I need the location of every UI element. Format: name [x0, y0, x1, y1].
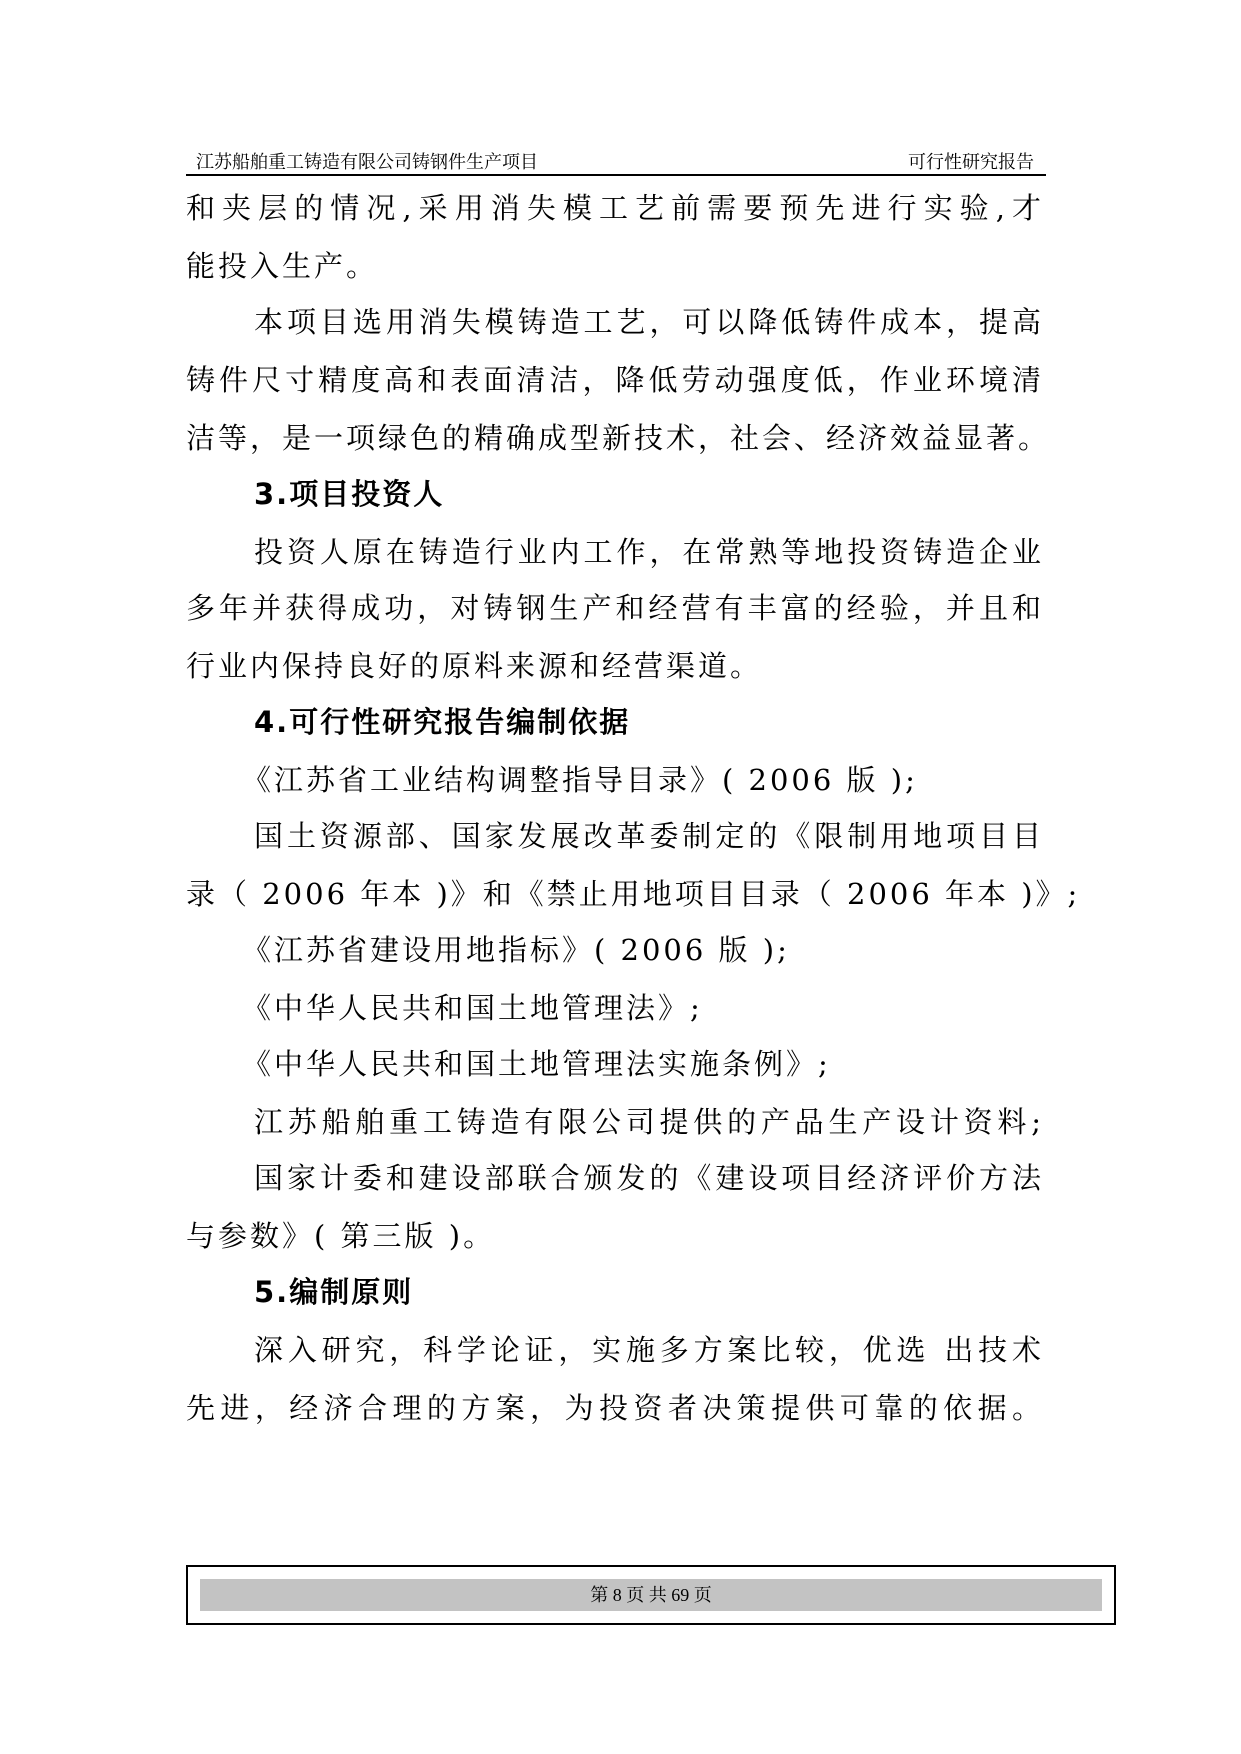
body-line: 国家计委和建设部联合颁发的《建设项目经济评价方法 — [254, 1161, 1044, 1195]
section-heading: 3.项目投资人 — [254, 477, 445, 511]
body-line: 录（ 2006 年本 )》和《禁止用地项目目录（ 2006 年本 )》; — [186, 877, 1081, 911]
body-line: 铸件尺寸精度高和表面清洁，降低劳动强度低，作业环境清 — [186, 363, 1044, 397]
section-heading: 4.可行性研究报告编制依据 — [254, 705, 631, 739]
body-line: 洁等，是一项绿色的精确成型新技术，社会、经济效益显著。 — [186, 421, 1051, 455]
body-line: 先进，经济合理的方案，为投资者决策提供可靠的依据。 — [186, 1391, 1044, 1425]
body-line: 《江苏省工业结构调整指导目录》( 2006 版 ); — [242, 763, 918, 797]
page-header — [186, 146, 1046, 176]
body-line: 多年并获得成功，对铸钢生产和经营有丰富的经验，并且和 — [186, 591, 1044, 625]
body-line: 本项目选用消失模铸造工艺，可以降低铸件成本，提高 — [254, 305, 1044, 339]
body-line: 和夹层的情况,采用消失模工艺前需要预先进行实验,才 — [186, 191, 1044, 225]
page-footer — [186, 1565, 1116, 1625]
body-line: 《中华人民共和国土地管理法》; — [242, 991, 703, 1025]
body-line: 《中华人民共和国土地管理法实施条例》; — [242, 1047, 831, 1081]
body-line: 深入研究，科学论证，实施多方案比较，优选 出技术 — [254, 1333, 1044, 1367]
body-line: 《江苏省建设用地指标》( 2006 版 ); — [242, 933, 790, 967]
body-line: 与参数》( 第三版 )。 — [186, 1219, 496, 1253]
body-line: 能投入生产。 — [186, 249, 379, 283]
header-report-type: 可行性研究报告 — [908, 152, 1034, 173]
body-line: 国土资源部、国家发展改革委制定的《限制用地项目目 — [254, 819, 1044, 853]
body-line: 江苏船舶重工铸造有限公司提供的产品生产设计资料; — [254, 1105, 1044, 1139]
body-line: 投资人原在铸造行业内工作，在常熟等地投资铸造企业 — [254, 535, 1044, 569]
section-heading: 5.编制原则 — [254, 1275, 414, 1309]
header-project-title: 江苏船舶重工铸造有限公司铸钢件生产项目 — [196, 152, 538, 173]
page-number: 第 8 页 共 69 页 — [200, 1579, 1102, 1611]
body-line: 行业内保持良好的原料来源和经营渠道。 — [186, 649, 763, 683]
